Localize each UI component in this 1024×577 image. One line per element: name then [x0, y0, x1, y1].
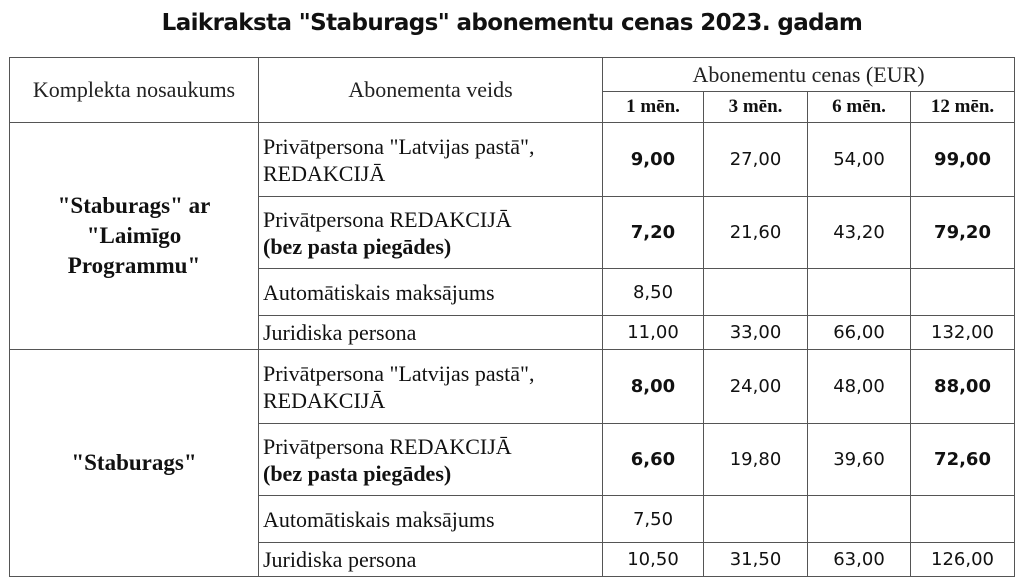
subscription-type-line: Privātpersona REDAKCIJĀ	[263, 206, 512, 232]
subscription-type-line: REDAKCIJĀ	[263, 160, 386, 186]
subscription-type-cell	[259, 123, 603, 197]
price-cell: 27,00	[704, 123, 808, 197]
price-cell: 21,60	[704, 197, 808, 269]
price-cell: 24,00	[704, 350, 808, 424]
price-cell: 31,50	[704, 543, 808, 577]
subscription-type-line: REDAKCIJĀ	[263, 387, 386, 413]
table-row	[10, 123, 1015, 197]
subscription-type-line: Juridiska persona	[263, 547, 417, 572]
subscription-type-line: (bez pasta piegādes)	[263, 460, 452, 486]
subscription-type-line: Juridiska persona	[263, 320, 417, 345]
price-cell: 43,20	[808, 197, 911, 269]
price-cell: 8,50	[603, 269, 704, 316]
price-cell: 63,00	[808, 543, 911, 577]
subscription-type-line: Privātpersona "Latvijas pastā",	[263, 360, 535, 386]
price-cell: 7,50	[603, 496, 704, 543]
price-cell: 19,80	[704, 424, 808, 496]
header-subscription-type: Abonementa veids	[259, 58, 603, 123]
table-row	[10, 350, 1015, 424]
header-row	[10, 58, 1015, 92]
subscription-type-line: Privātpersona "Latvijas pastā",	[263, 133, 535, 159]
price-cell: 48,00	[808, 350, 911, 424]
price-cell	[808, 269, 911, 316]
subscription-type-line: Automātiskais maksājums	[263, 506, 495, 532]
set-name-cell	[10, 350, 259, 577]
set-name-line: Programmu"	[67, 253, 201, 278]
set-name-line: "Staburags"	[71, 450, 197, 475]
price-cell: 39,60	[808, 424, 911, 496]
subscription-type-line: Automātiskais maksājums	[263, 279, 495, 305]
price-cell	[704, 269, 808, 316]
subscription-type-cell	[259, 350, 603, 424]
subscription-type-cell	[259, 269, 603, 316]
subscription-type-cell	[259, 543, 603, 577]
price-cell: 8,00	[603, 350, 704, 424]
price-cell: 9,00	[603, 123, 704, 197]
price-cell: 10,50	[603, 543, 704, 577]
price-cell: 6,60	[603, 424, 704, 496]
price-table	[9, 57, 1015, 577]
price-cell: 11,00	[603, 316, 704, 350]
price-cell: 33,00	[704, 316, 808, 350]
price-cell: 72,60	[911, 424, 1015, 496]
price-cell: 99,00	[911, 123, 1015, 197]
price-cell	[911, 496, 1015, 543]
price-cell	[808, 496, 911, 543]
price-cell: 88,00	[911, 350, 1015, 424]
price-cell: 79,20	[911, 197, 1015, 269]
subscription-type-cell	[259, 316, 603, 350]
subscription-type-cell	[259, 496, 603, 543]
price-cell: 126,00	[911, 543, 1015, 577]
header-period: 12 mēn.	[911, 92, 1015, 123]
subscription-type-line: Privātpersona REDAKCIJĀ	[263, 433, 512, 459]
set-name-line: "Staburags" ar	[57, 193, 211, 218]
table-body	[10, 123, 1015, 577]
subscription-type-cell	[259, 424, 603, 496]
price-cell: 132,00	[911, 316, 1015, 350]
page-title: Laikraksta "Staburags" abonementu cenas 2023. gadam	[161, 10, 863, 36]
header-set-name: Komplekta nosaukums	[10, 58, 259, 123]
price-cell	[911, 269, 1015, 316]
price-cell	[704, 496, 808, 543]
set-name-cell	[10, 123, 259, 350]
header-period: 6 mēn.	[808, 92, 911, 123]
header-period: 3 mēn.	[704, 92, 808, 123]
header-prices: Abonementu cenas (EUR)	[603, 58, 1015, 92]
price-cell: 54,00	[808, 123, 911, 197]
subscription-type-cell	[259, 197, 603, 269]
price-cell: 66,00	[808, 316, 911, 350]
header-period: 1 mēn.	[603, 92, 704, 123]
set-name-line: "Laimīgo	[86, 223, 182, 248]
subscription-type-line: (bez pasta piegādes)	[263, 233, 452, 259]
price-cell: 7,20	[603, 197, 704, 269]
